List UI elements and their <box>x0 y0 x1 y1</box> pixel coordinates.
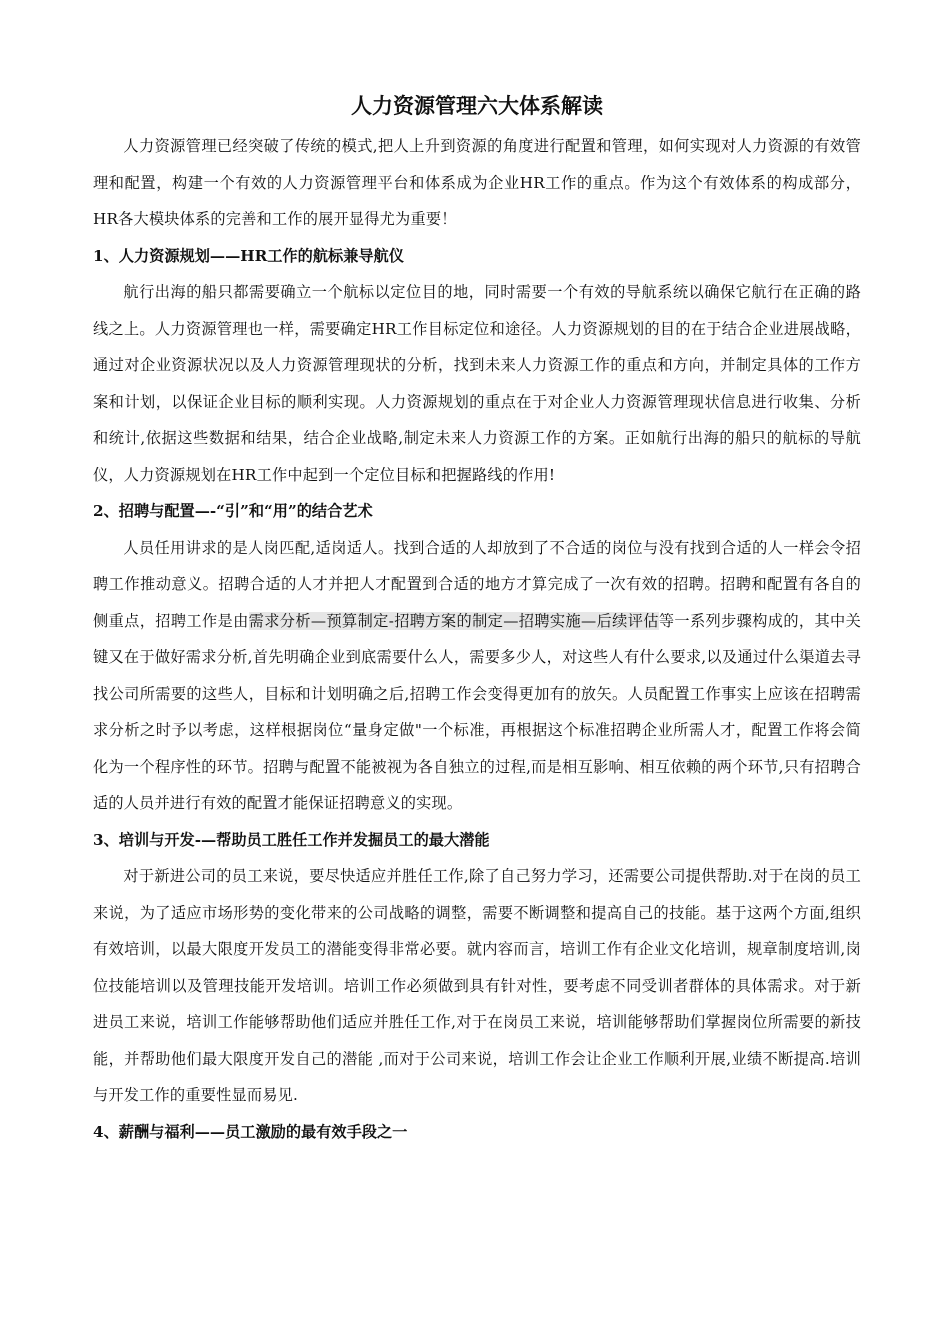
section-heading-training: 3、培训与开发-—帮助员工胜任工作并发掘员工的最大潜能 <box>93 830 490 849</box>
section-body-training: 对于新进公司的员工来说，要尽快适应并胜任工作,除了自己努力学习，还需要公司提供帮助.对于在岗的员工来说，为了适应市场形势的变化带来的公司战略的调整，需要不断调整和提高自己的技能。基于这两个方面,组织有效培训，以最大限度开发员工的潜能变得非常必要。就内容而言，培训工作有企业文化培训，规章制度培训,岗位技能培训以及管理技能开发培训。培训工作必须做到具有针对性，要考虑不同受训者群体的具体需求。对于新进员工来说，培训工作能够帮助他们适应并胜任工作,对于在岗员工来说，培训能够帮助们掌握岗位所需要的新技能，并帮助他们最大限度开发自己的潜能 ,而对于公司来说，培训工作会让企业工作顺利开展,业绩不断提高.培训与开发工作的重要性显而易见. <box>93 867 861 1104</box>
section-heading-planning: 1、人力资源规划——HR工作的航标兼导航仪 <box>93 246 404 265</box>
intro-paragraph: 人力资源管理已经突破了传统的模式,把人上升到资源的角度进行配置和管理，如何实现对人力资源的有效管理和配置，构建一个有效的人力资源管理平台和体系成为企业HR工作的重点。作为这个有效体系的构成部分，HR各大模块体系的完善和工作的展开显得尤为重要！ <box>93 137 861 228</box>
section-heading-compensation: 4、薪酬与福利——员工激励的最有效手段之一 <box>93 1122 408 1141</box>
document-page <box>93 88 861 1150</box>
recruitment-text-part-b: 等一系列步骤构成的，其中关键又在于做好需求分析,首先明确企业到底需要什么人，需要多少人，对这些人有什么要求,以及通过什么渠道去寻找公司所需要的这些人，目标和计划明确之后,招聘工作会变得更加有的放矢。人员配置工作事实上应该在招聘需求分析之时予以考虑，这样根据岗位“量身定做"一个标准，再根据这个标准招聘企业所需人才，配置工作将会简化为一个程序性的环节。招聘与配置不能被视为各自独立的过程,而是相互影响、相互依赖的两个环节,只有招聘合适的人员并进行有效的配置才能保证招聘意义的实现。 <box>93 611 862 812</box>
section-heading-recruitment: 2、招聘与配置—-“引”和“用”的结合艺术 <box>93 502 373 520</box>
section-body-planning: 航行出海的船只都需要确立一个航标以定位目的地，同时需要一个有效的导航系统以确保它航行在正确的路线之上。人力资源管理也一样，需要确定HR工作目标定位和途径。人力资源规划的目的在于结合企业进展战略，通过对企业资源状况以及人力资源管理现状的分析，找到未来人力资源工作的重点和方向，并制定具体的工作方案和计划，以保证企业目标的顺利实现。人力资源规划的重点在于对企业人力资源管理现状信息进行收集、分析和统计,依据这些数据和结果，结合企业战略,制定未来人力资源工作的方案。正如航行出海的船只的航标的导航仪，人力资源规划在HR工作中起到一个定位目标和把握路线的作用! <box>93 283 861 484</box>
recruitment-steps-highlight: 需求分析—预算制定-招聘方案的制定—招聘实施—后续评估 <box>248 611 659 630</box>
section-body-recruitment <box>93 530 861 822</box>
document-title: 人力资源管理六大体系解读 <box>351 93 603 118</box>
recruitment-text-part-a: 人员任用讲求的是人岗匹配,适岗适人。找到合适的人却放到了不合适的岗位与没有找到合适的人一样会令招聘工作推动意义。招聘合适的人才并把人才配置到合适的地方才算完成了一次有效的招聘。招聘和配置有各自的侧重点，招聘工作是由 <box>93 538 861 630</box>
